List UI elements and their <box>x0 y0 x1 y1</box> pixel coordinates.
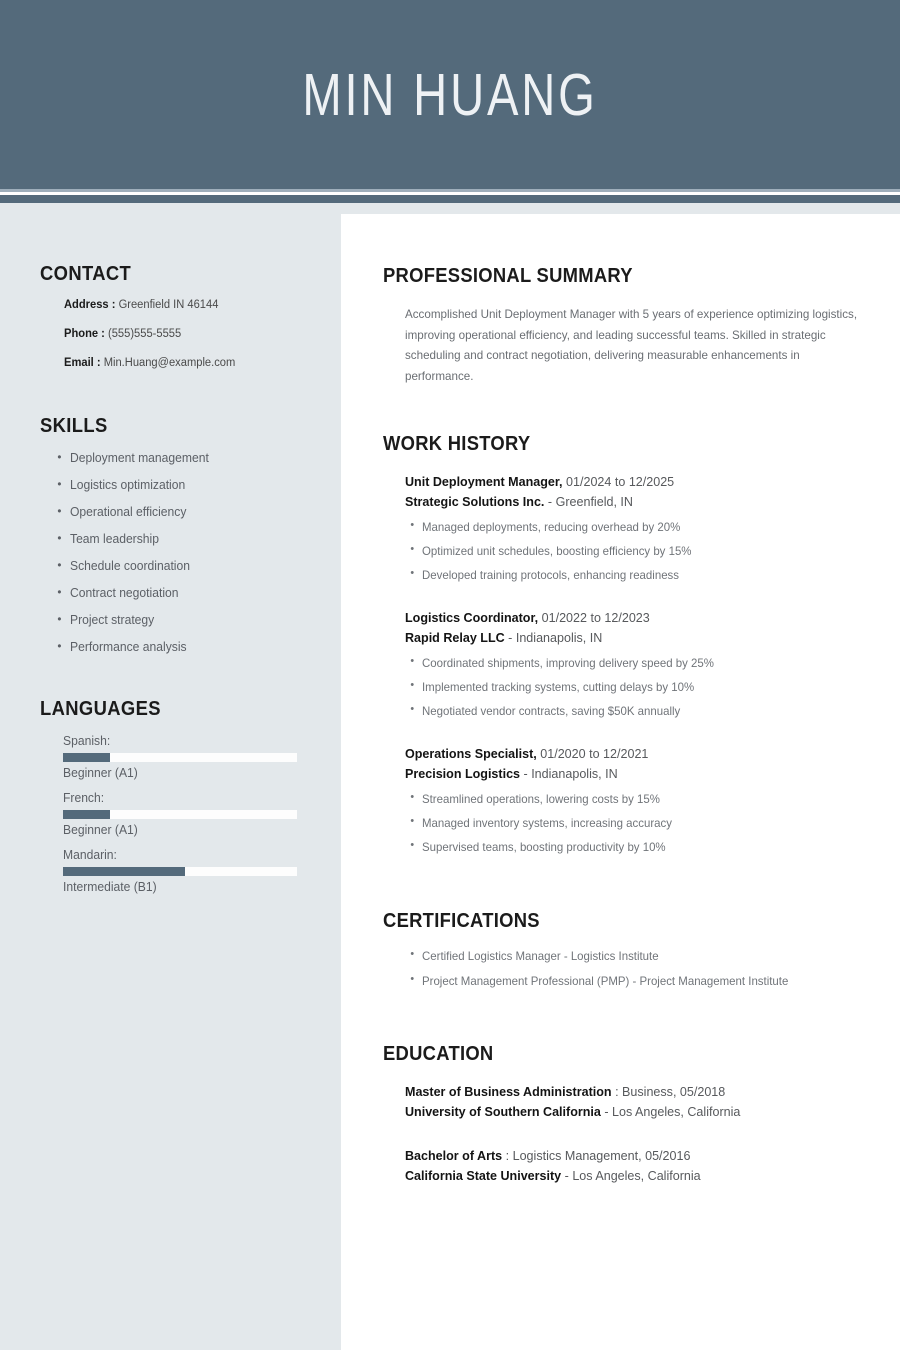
education-school-line <box>405 1102 854 1122</box>
language-proficiency-fill <box>63 810 110 819</box>
work-history-entry <box>405 608 870 718</box>
page-title: MIN HUANG <box>302 61 598 128</box>
section-heading-contact: CONTACT <box>40 263 132 285</box>
language-proficiency-fill <box>63 753 110 762</box>
education-location: - Los Angeles, California <box>604 1104 741 1119</box>
job-bullets <box>405 656 870 718</box>
language-level: Intermediate (B1) <box>63 880 157 894</box>
job-location: - Greenfield, IN <box>547 494 633 509</box>
language-item <box>63 734 305 780</box>
contact-value-email: Min.Huang@example.com <box>103 357 236 369</box>
job-title: Operations Specialist, <box>405 746 537 761</box>
language-item <box>63 791 305 837</box>
language-proficiency-fill <box>63 867 185 876</box>
job-company-line <box>405 628 854 648</box>
section-heading-skills: SKILLS <box>40 415 108 437</box>
contact-item-phone <box>64 328 298 340</box>
section-heading-education: EDUCATION <box>383 1043 494 1065</box>
education-entry <box>405 1082 870 1122</box>
list-item: • Supervised teams, boosting productivity by 10% <box>422 840 857 854</box>
list-item: • Optimized unit schedules, boosting efficiency by 15% <box>422 544 857 558</box>
list-item: • Coordinated shipments, improving delivery speed by 25% <box>422 656 857 670</box>
certifications-list <box>383 949 870 988</box>
job-dates: 01/2020 to 12/2021 <box>540 746 649 761</box>
education-entry <box>405 1146 870 1186</box>
job-company: Precision Logistics <box>405 766 521 781</box>
job-title-line <box>405 472 854 492</box>
content-top-strip <box>341 203 900 214</box>
contact-list <box>40 299 305 369</box>
list-item: • Implemented tracking systems, cutting delays by 10% <box>422 680 857 694</box>
job-title-line <box>405 744 854 764</box>
contact-item-address <box>64 299 298 311</box>
job-bullets <box>405 792 870 854</box>
header-divider-thick <box>0 195 900 203</box>
list-item: • Deployment management <box>70 451 298 465</box>
language-item <box>63 848 305 894</box>
section-heading-languages: LANGUAGES <box>40 698 161 720</box>
work-history-entry <box>405 744 870 854</box>
section-heading-professional-summary: PROFESSIONAL SUMMARY <box>383 265 633 287</box>
skills-list <box>40 451 305 654</box>
language-name: Mandarin: <box>63 848 117 862</box>
contact-item-email <box>64 357 298 369</box>
list-item: • Negotiated vendor contracts, saving $50K annually <box>422 704 857 718</box>
list-item: • Project Management Professional (PMP) - Project Management Institute <box>422 974 857 988</box>
list-item: • Contract negotiation <box>70 586 298 600</box>
work-history-entry <box>405 472 870 582</box>
list-item: • Certified Logistics Manager - Logistics Institute <box>422 949 857 963</box>
education-school-line <box>405 1166 854 1186</box>
education-degree-line <box>405 1082 854 1102</box>
list-item: • Streamlined operations, lowering costs by 15% <box>422 792 857 806</box>
list-item: • Logistics optimization <box>70 478 298 492</box>
contact-value-phone: (555)555-5555 <box>108 328 182 340</box>
education-degree: Master of Business Administration <box>405 1084 612 1099</box>
list-item: • Managed inventory systems, increasing accuracy <box>422 816 857 830</box>
education-degree: Bachelor of Arts <box>405 1148 503 1163</box>
job-bullets <box>405 520 870 582</box>
list-item: • Operational efficiency <box>70 505 298 519</box>
list-item: • Schedule coordination <box>70 559 298 573</box>
education-field: : Logistics Management, 05/2016 <box>505 1148 691 1163</box>
main-content <box>341 214 900 1350</box>
education-location: - Los Angeles, California <box>564 1168 701 1183</box>
list-item: • Performance analysis <box>70 640 298 654</box>
education-degree-line <box>405 1146 854 1166</box>
job-title: Unit Deployment Manager, <box>405 474 563 489</box>
list-item: • Project strategy <box>70 613 298 627</box>
job-company: Rapid Relay LLC <box>405 630 505 645</box>
job-location: - Indianapolis, IN <box>508 630 603 645</box>
list-item: • Managed deployments, reducing overhead by 20% <box>422 520 857 534</box>
language-name: Spanish: <box>63 734 111 748</box>
language-proficiency-bar <box>63 753 297 762</box>
section-heading-work-history: WORK HISTORY <box>383 433 531 455</box>
contact-label-address: Address : <box>64 299 116 311</box>
list-item: • Developed training protocols, enhancing readiness <box>422 568 857 582</box>
job-company: Strategic Solutions Inc. <box>405 494 545 509</box>
language-proficiency-bar <box>63 867 297 876</box>
sidebar <box>0 203 341 1350</box>
job-dates: 01/2022 to 12/2023 <box>541 610 650 625</box>
language-name: French: <box>63 791 105 805</box>
job-title-line <box>405 608 854 628</box>
education-school: California State University <box>405 1168 562 1183</box>
language-proficiency-bar <box>63 810 297 819</box>
job-dates: 01/2024 to 12/2025 <box>566 474 675 489</box>
contact-label-email: Email : <box>64 357 101 369</box>
education-school: University of Southern California <box>405 1104 601 1119</box>
contact-value-address: Greenfield IN 46144 <box>118 299 219 311</box>
list-item: • Team leadership <box>70 532 298 546</box>
section-heading-certifications: CERTIFICATIONS <box>383 910 540 932</box>
professional-summary-text: Accomplished Unit Deployment Manager with 5 years of experience optimizing logistics, improving operational efficiency, and leading successful teams. Skilled in strategic scheduling and contract negotiation, delivering measurable enhancements in performance. <box>405 307 858 383</box>
job-location: - Indianapolis, IN <box>523 766 618 781</box>
job-company-line <box>405 492 854 512</box>
language-level: Beginner (A1) <box>63 766 138 780</box>
language-level: Beginner (A1) <box>63 823 138 837</box>
education-field: : Business, 05/2018 <box>615 1084 726 1099</box>
job-company-line <box>405 764 854 784</box>
job-title: Logistics Coordinator, <box>405 610 539 625</box>
contact-label-phone: Phone : <box>64 328 105 340</box>
